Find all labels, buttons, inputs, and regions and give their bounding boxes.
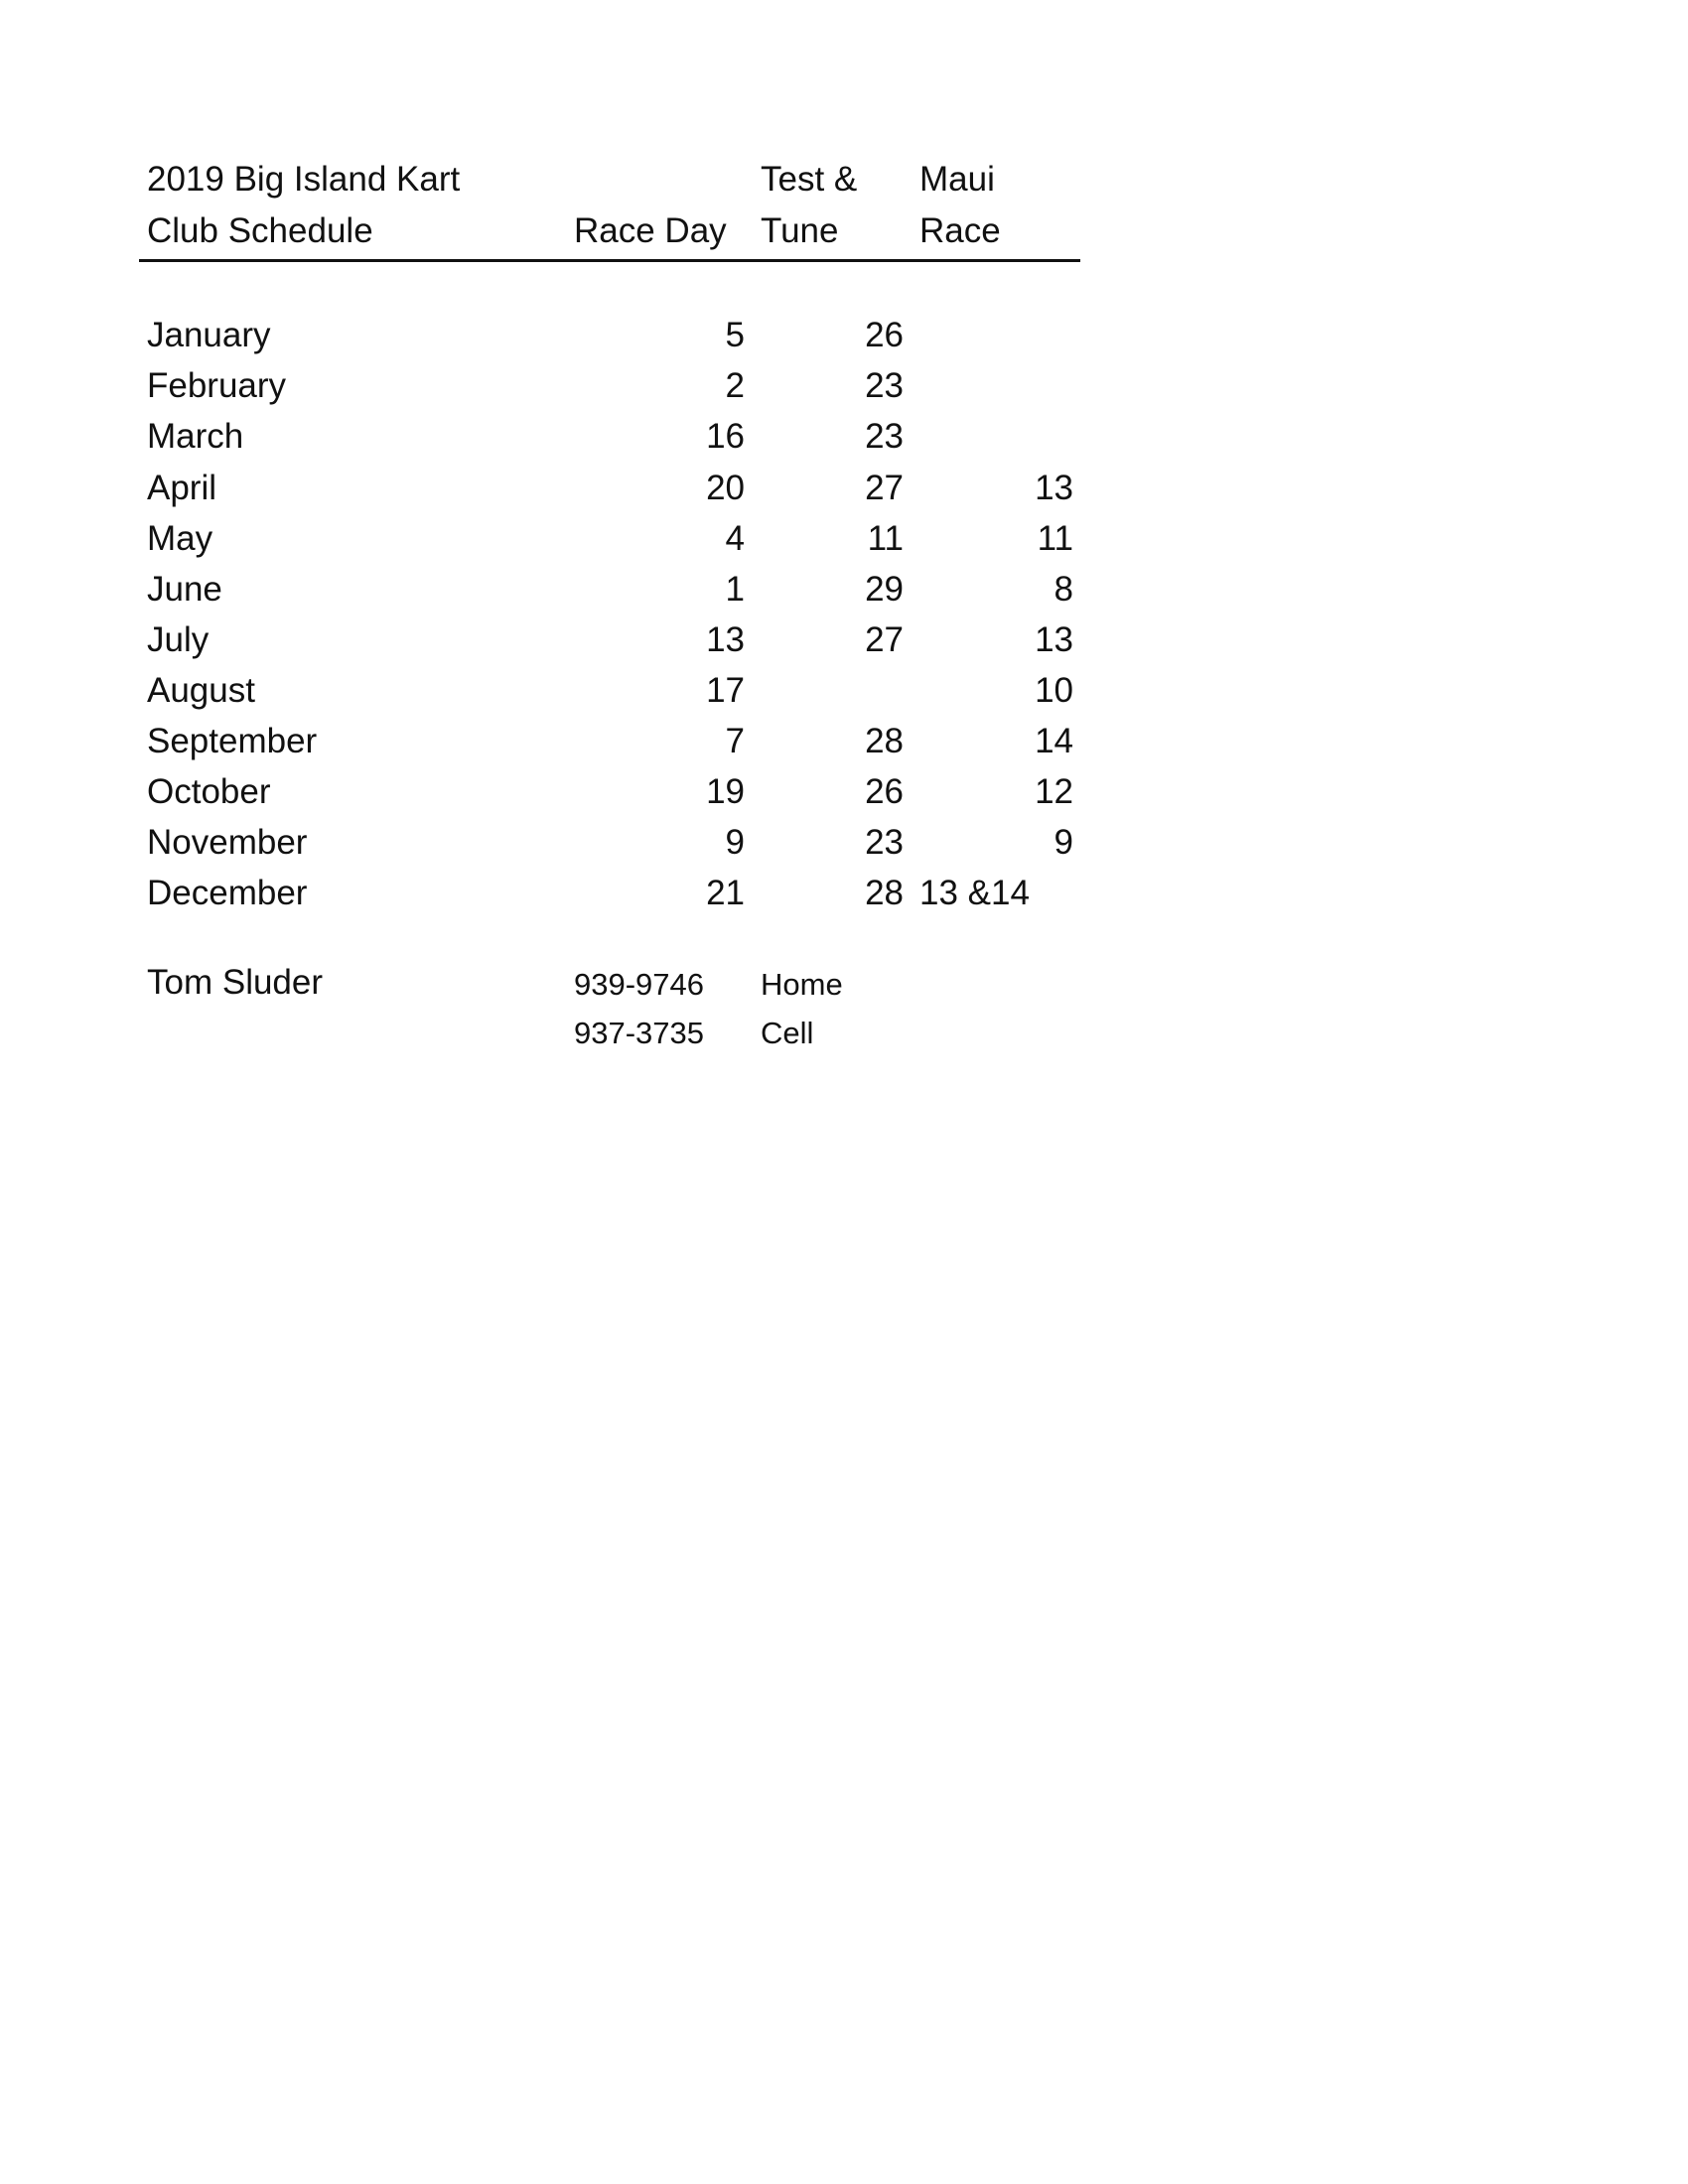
column-header-maui-line-1: Maui <box>919 160 995 199</box>
row-race-day: 19 <box>706 772 745 811</box>
column-header-maui-line-2: Race <box>919 211 1001 250</box>
row-test-tune: 23 <box>865 417 904 456</box>
row-month: July <box>147 620 210 659</box>
row-race-day: 9 <box>725 823 745 862</box>
contact-phone-label: Cell <box>761 1016 814 1050</box>
row-month: December <box>147 874 308 912</box>
title-line-1: 2019 Big Island Kart <box>147 160 461 199</box>
row-test-tune: 23 <box>865 366 904 405</box>
row-month: August <box>147 671 255 710</box>
column-header-test-line-1: Test & <box>761 160 858 199</box>
row-month: November <box>147 823 308 862</box>
contact-phone-number: 939-9746 <box>574 967 705 1002</box>
row-race-day: 21 <box>706 874 745 912</box>
row-month: May <box>147 519 213 558</box>
row-maui-race: 8 <box>1054 570 1073 609</box>
row-race-day: 7 <box>725 722 745 760</box>
row-test-tune: 28 <box>865 874 904 912</box>
title-line-2: Club Schedule <box>147 211 373 250</box>
row-maui-race: 12 <box>1035 772 1073 811</box>
row-race-day: 16 <box>706 417 745 456</box>
row-maui-race: 13 <box>1035 469 1073 507</box>
row-month: April <box>147 469 217 507</box>
row-race-day: 5 <box>725 316 745 354</box>
row-race-day: 17 <box>706 671 745 710</box>
row-test-tune: 27 <box>865 620 904 659</box>
row-test-tune: 23 <box>865 823 904 862</box>
row-test-tune: 29 <box>865 570 904 609</box>
row-month: September <box>147 722 318 760</box>
row-test-tune: 27 <box>865 469 904 507</box>
row-maui-race: 9 <box>1054 823 1073 862</box>
row-race-day: 1 <box>725 570 745 609</box>
column-header-race-day: Race Day <box>574 211 727 250</box>
header-underline <box>139 259 1080 262</box>
contact-name: Tom Sluder <box>147 963 324 1002</box>
row-maui-race: 13 <box>1035 620 1073 659</box>
row-month: June <box>147 570 222 609</box>
row-month: February <box>147 366 287 405</box>
row-test-tune: 26 <box>865 772 904 811</box>
row-maui-race: 10 <box>1035 671 1073 710</box>
row-race-day: 4 <box>725 519 745 558</box>
column-header-test-line-2: Tune <box>761 211 839 250</box>
row-test-tune: 11 <box>867 519 904 558</box>
row-maui-race: 13 &14 <box>919 874 1030 912</box>
contact-phone-label: Home <box>761 967 843 1002</box>
row-month: March <box>147 417 244 456</box>
row-month: January <box>147 316 271 354</box>
row-maui-race: 14 <box>1035 722 1073 760</box>
row-race-day: 13 <box>706 620 745 659</box>
row-race-day: 2 <box>725 366 745 405</box>
row-test-tune: 28 <box>865 722 904 760</box>
contact-phone-number: 937-3735 <box>574 1016 705 1050</box>
row-test-tune: 26 <box>865 316 904 354</box>
row-month: October <box>147 772 271 811</box>
row-maui-race: 11 <box>1037 519 1073 558</box>
row-race-day: 20 <box>706 469 745 507</box>
